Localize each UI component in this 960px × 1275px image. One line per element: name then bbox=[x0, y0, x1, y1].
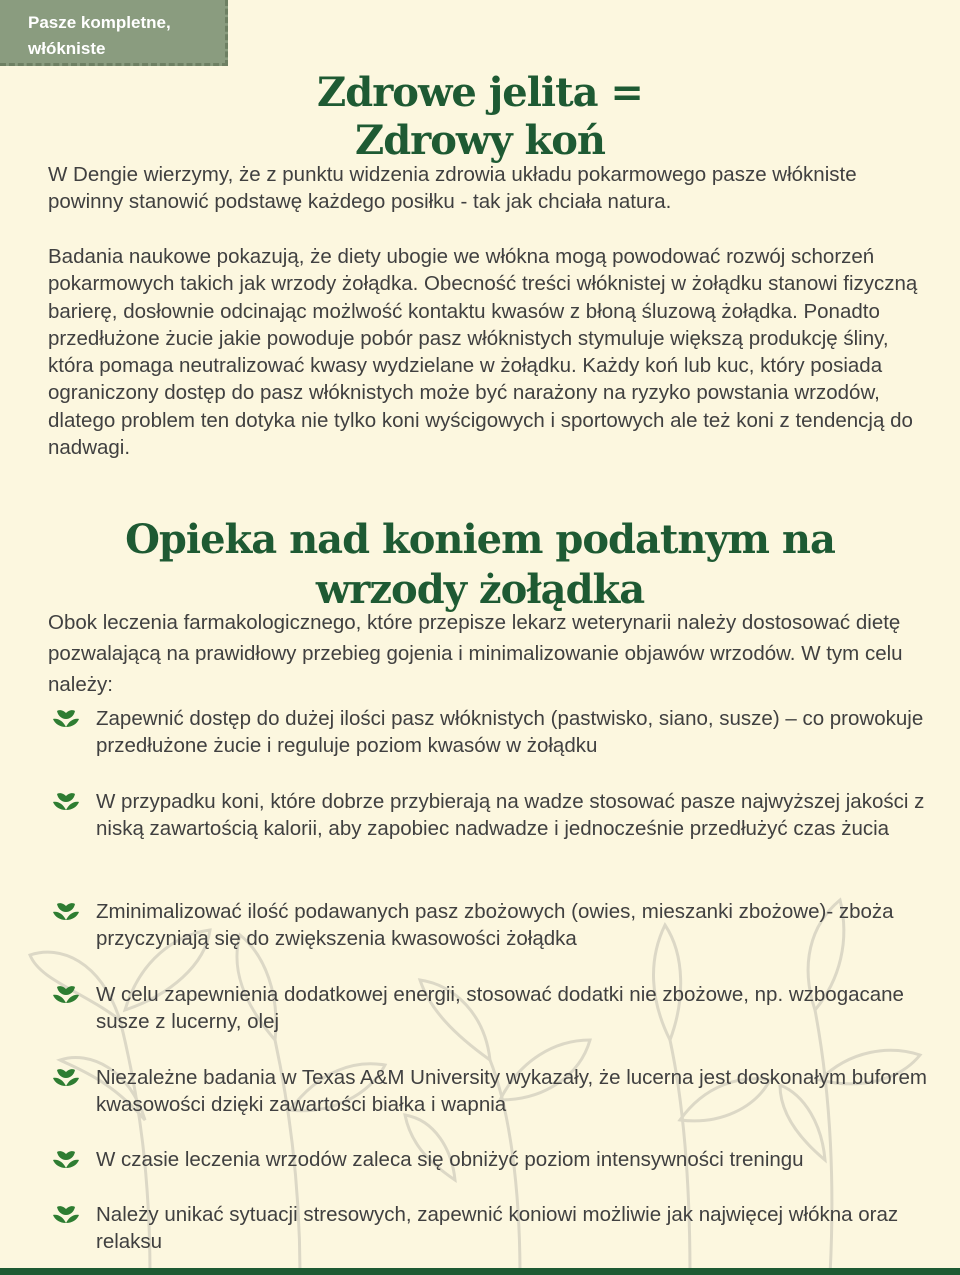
list-item-text: W przypadku koni, które dobrze przybierają na wadze stosować pasze najwyższej jakości z niską zawartością kalorii, aby zapobiec nadwadze i jednocześnie przedłużyć czas żucia bbox=[96, 790, 925, 841]
section-headline bbox=[0, 515, 960, 615]
leaf-sprout-icon bbox=[52, 1066, 80, 1088]
category-tag-line1: Pasze kompletne, bbox=[28, 13, 171, 32]
leaf-sprout-icon bbox=[52, 790, 80, 812]
list-item-text: Zapewnić dostęp do dużej ilości pasz włóknistych (pastwisko, siano, susze) – co prowokuje przedłużone żucie i reguluje poziom kwasów w żołądku bbox=[96, 707, 924, 758]
leaf-sprout-icon bbox=[52, 1148, 80, 1170]
leaf-sprout-icon bbox=[52, 1203, 80, 1225]
leaf-sprout-icon bbox=[52, 900, 80, 922]
list-item-text: Należy unikać sytuacji stresowych, zapewnić koniowi możliwie jak najwięcej włókna oraz relaksu bbox=[96, 1203, 899, 1254]
category-tag-line2: włókniste bbox=[28, 39, 106, 58]
section-headline-line1: Opieka nad koniem podatnym na bbox=[125, 516, 835, 564]
main-headline bbox=[0, 69, 960, 165]
section-headline-line2: wrzody żołądka bbox=[315, 566, 645, 614]
list-item-text: Zminimalizować ilość podawanych pasz zbożowych (owies, mieszanki zbożowe)- zboża przyczyniają się do zwiększenia kwasowości żołądka bbox=[96, 900, 894, 951]
main-headline-line2: Zdrowy koń bbox=[355, 116, 605, 164]
intro-paragraph-2: Badania naukowe pokazują, że diety ubogie we włókna mogą powodować rozwój schorzeń pokarmowych takich jak wrzody żołądka. Obecność treści włóknistej w żołądku stanowi fizyczną barierę, dosłownie odcinając możlwość kontaktu kwasów z błoną śluzową żołądka. Ponadto przedłużone żucie jakie powoduje pobór pasz włóknistych stymuluje większą produkcję śliny, która pomaga neutralizować kwasy wydzielane w żołądku. Każdy koń lub kuc, który posiada ograniczony dostęp do pasz włóknistych może być narażony na ryzyko powstania wrzodów, dlatego problem ten dotyka nie tylko koni wyścigowych i sportowych ale też koni z tendencją do nadwagi. bbox=[48, 245, 918, 460]
list-item-text: W celu zapewnienia dodatkowej energii, stosować dodatki nie zbożowe, np. wzbogacane susze z lucerny, olej bbox=[96, 983, 904, 1034]
list-item-text: W czasie leczenia wrzodów zaleca się obniżyć poziom intensywności treningu bbox=[96, 1148, 804, 1171]
leaf-sprout-icon bbox=[52, 707, 80, 729]
list-item-text: Niezależne badania w Texas A&M University wykazały, że lucerna jest doskonałym buforem kwasowości dzięki zawartości białka i wapnia bbox=[96, 1066, 928, 1117]
main-headline-line1: Zdrowe jelita = bbox=[317, 68, 643, 116]
category-tag bbox=[0, 0, 228, 66]
leaf-sprout-icon bbox=[52, 983, 80, 1005]
intro-paragraph-1: W Dengie wierzymy, że z punktu widzenia zdrowia układu pokarmowego pasze włókniste powinny stanowić podstawę każdego posiłku - tak jak chciała natura. bbox=[48, 163, 857, 214]
bottom-bar bbox=[0, 1268, 960, 1275]
section-intro-paragraph: Obok leczenia farmakologicznego, które przepisze lekarz weterynarii należy dostosować dietę pozwalającą na prawidłowy przebieg gojenia i minimalizowanie objawów wrzodów. W tym celu należy: bbox=[48, 611, 903, 696]
